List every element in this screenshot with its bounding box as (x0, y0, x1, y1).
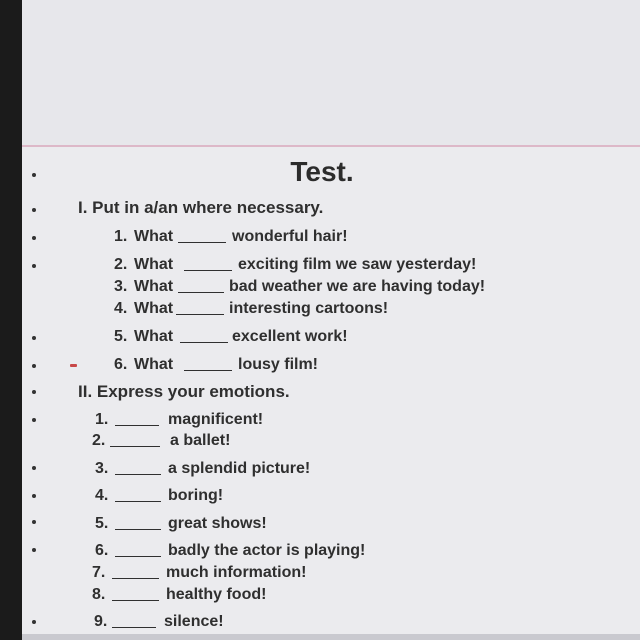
margin-bullet (32, 236, 36, 240)
item-number: 2. (92, 432, 106, 449)
answer-blank (115, 556, 161, 557)
margin-bullet (32, 264, 36, 268)
answer-blank (184, 370, 232, 371)
item-word: What (134, 328, 174, 345)
item-number: 9. (94, 613, 108, 630)
screen (22, 0, 640, 640)
margin-bullet (32, 548, 36, 552)
item-number: 5. (95, 515, 109, 532)
margin-bullet (32, 466, 36, 470)
item-word: What (134, 228, 174, 245)
item-number: 6. (114, 356, 128, 373)
item-text: silence! (164, 613, 224, 630)
item-text: healthy food! (166, 586, 267, 603)
item-text: badly the actor is playing! (168, 542, 366, 559)
item-number: 1. (95, 411, 109, 428)
margin-bullet (32, 418, 36, 422)
answer-blank (112, 578, 159, 579)
red-pen-mark (70, 364, 77, 367)
item-text: exciting film we saw yesterday! (238, 256, 477, 273)
answer-blank (115, 501, 161, 502)
empty-header-area (22, 0, 640, 145)
item-text: boring! (168, 487, 224, 504)
page-bottom-edge (22, 634, 640, 640)
item-number: 4. (95, 487, 109, 504)
answer-blank (115, 425, 159, 426)
item-number: 5. (114, 328, 128, 345)
margin-bullet (32, 336, 36, 340)
item-text: a ballet! (170, 432, 231, 449)
item-word: What (134, 256, 174, 273)
item-number: 8. (92, 586, 106, 603)
item-text: excellent work! (232, 328, 348, 345)
item-text: great shows! (168, 515, 267, 532)
margin-bullet (32, 208, 36, 212)
answer-blank (176, 314, 224, 315)
item-text: wonderful hair! (232, 228, 348, 245)
page-title: Test. (290, 156, 354, 187)
answer-blank (180, 342, 228, 343)
margin-bullet (32, 494, 36, 498)
margin-bullet (32, 620, 36, 624)
answer-blank (115, 529, 161, 530)
item-word: What (134, 356, 174, 373)
answer-blank (112, 627, 156, 628)
item-text: a splendid picture! (168, 460, 311, 477)
margin-bullet (32, 390, 36, 394)
item-number: 6. (95, 542, 109, 559)
item-text: interesting cartoons! (229, 300, 389, 317)
answer-blank (112, 600, 159, 601)
margin-bullet (32, 520, 36, 524)
answer-blank (115, 474, 161, 475)
item-number: 4. (114, 300, 128, 317)
answer-blank (178, 292, 224, 293)
item-number: 1. (114, 228, 128, 245)
item-text: lousy film! (238, 356, 319, 373)
item-word: What (134, 278, 174, 295)
item-text: magnificent! (168, 411, 264, 428)
answer-blank (178, 242, 226, 243)
item-number: 7. (92, 564, 106, 581)
item-number: 3. (95, 460, 109, 477)
item-text: much information! (166, 564, 307, 581)
margin-bullet (32, 364, 36, 368)
page-divider (22, 145, 640, 147)
item-word: What (134, 300, 174, 317)
margin-bullet (32, 173, 36, 177)
item-number: 3. (114, 278, 128, 295)
item-number: 2. (114, 256, 128, 273)
answer-blank (184, 270, 232, 271)
section-1-heading: I. Put in a/an where necessary. (78, 198, 324, 217)
answer-blank (110, 446, 160, 447)
item-text: bad weather we are having today! (229, 278, 486, 295)
section-2-heading: II. Express your emotions. (78, 382, 290, 401)
